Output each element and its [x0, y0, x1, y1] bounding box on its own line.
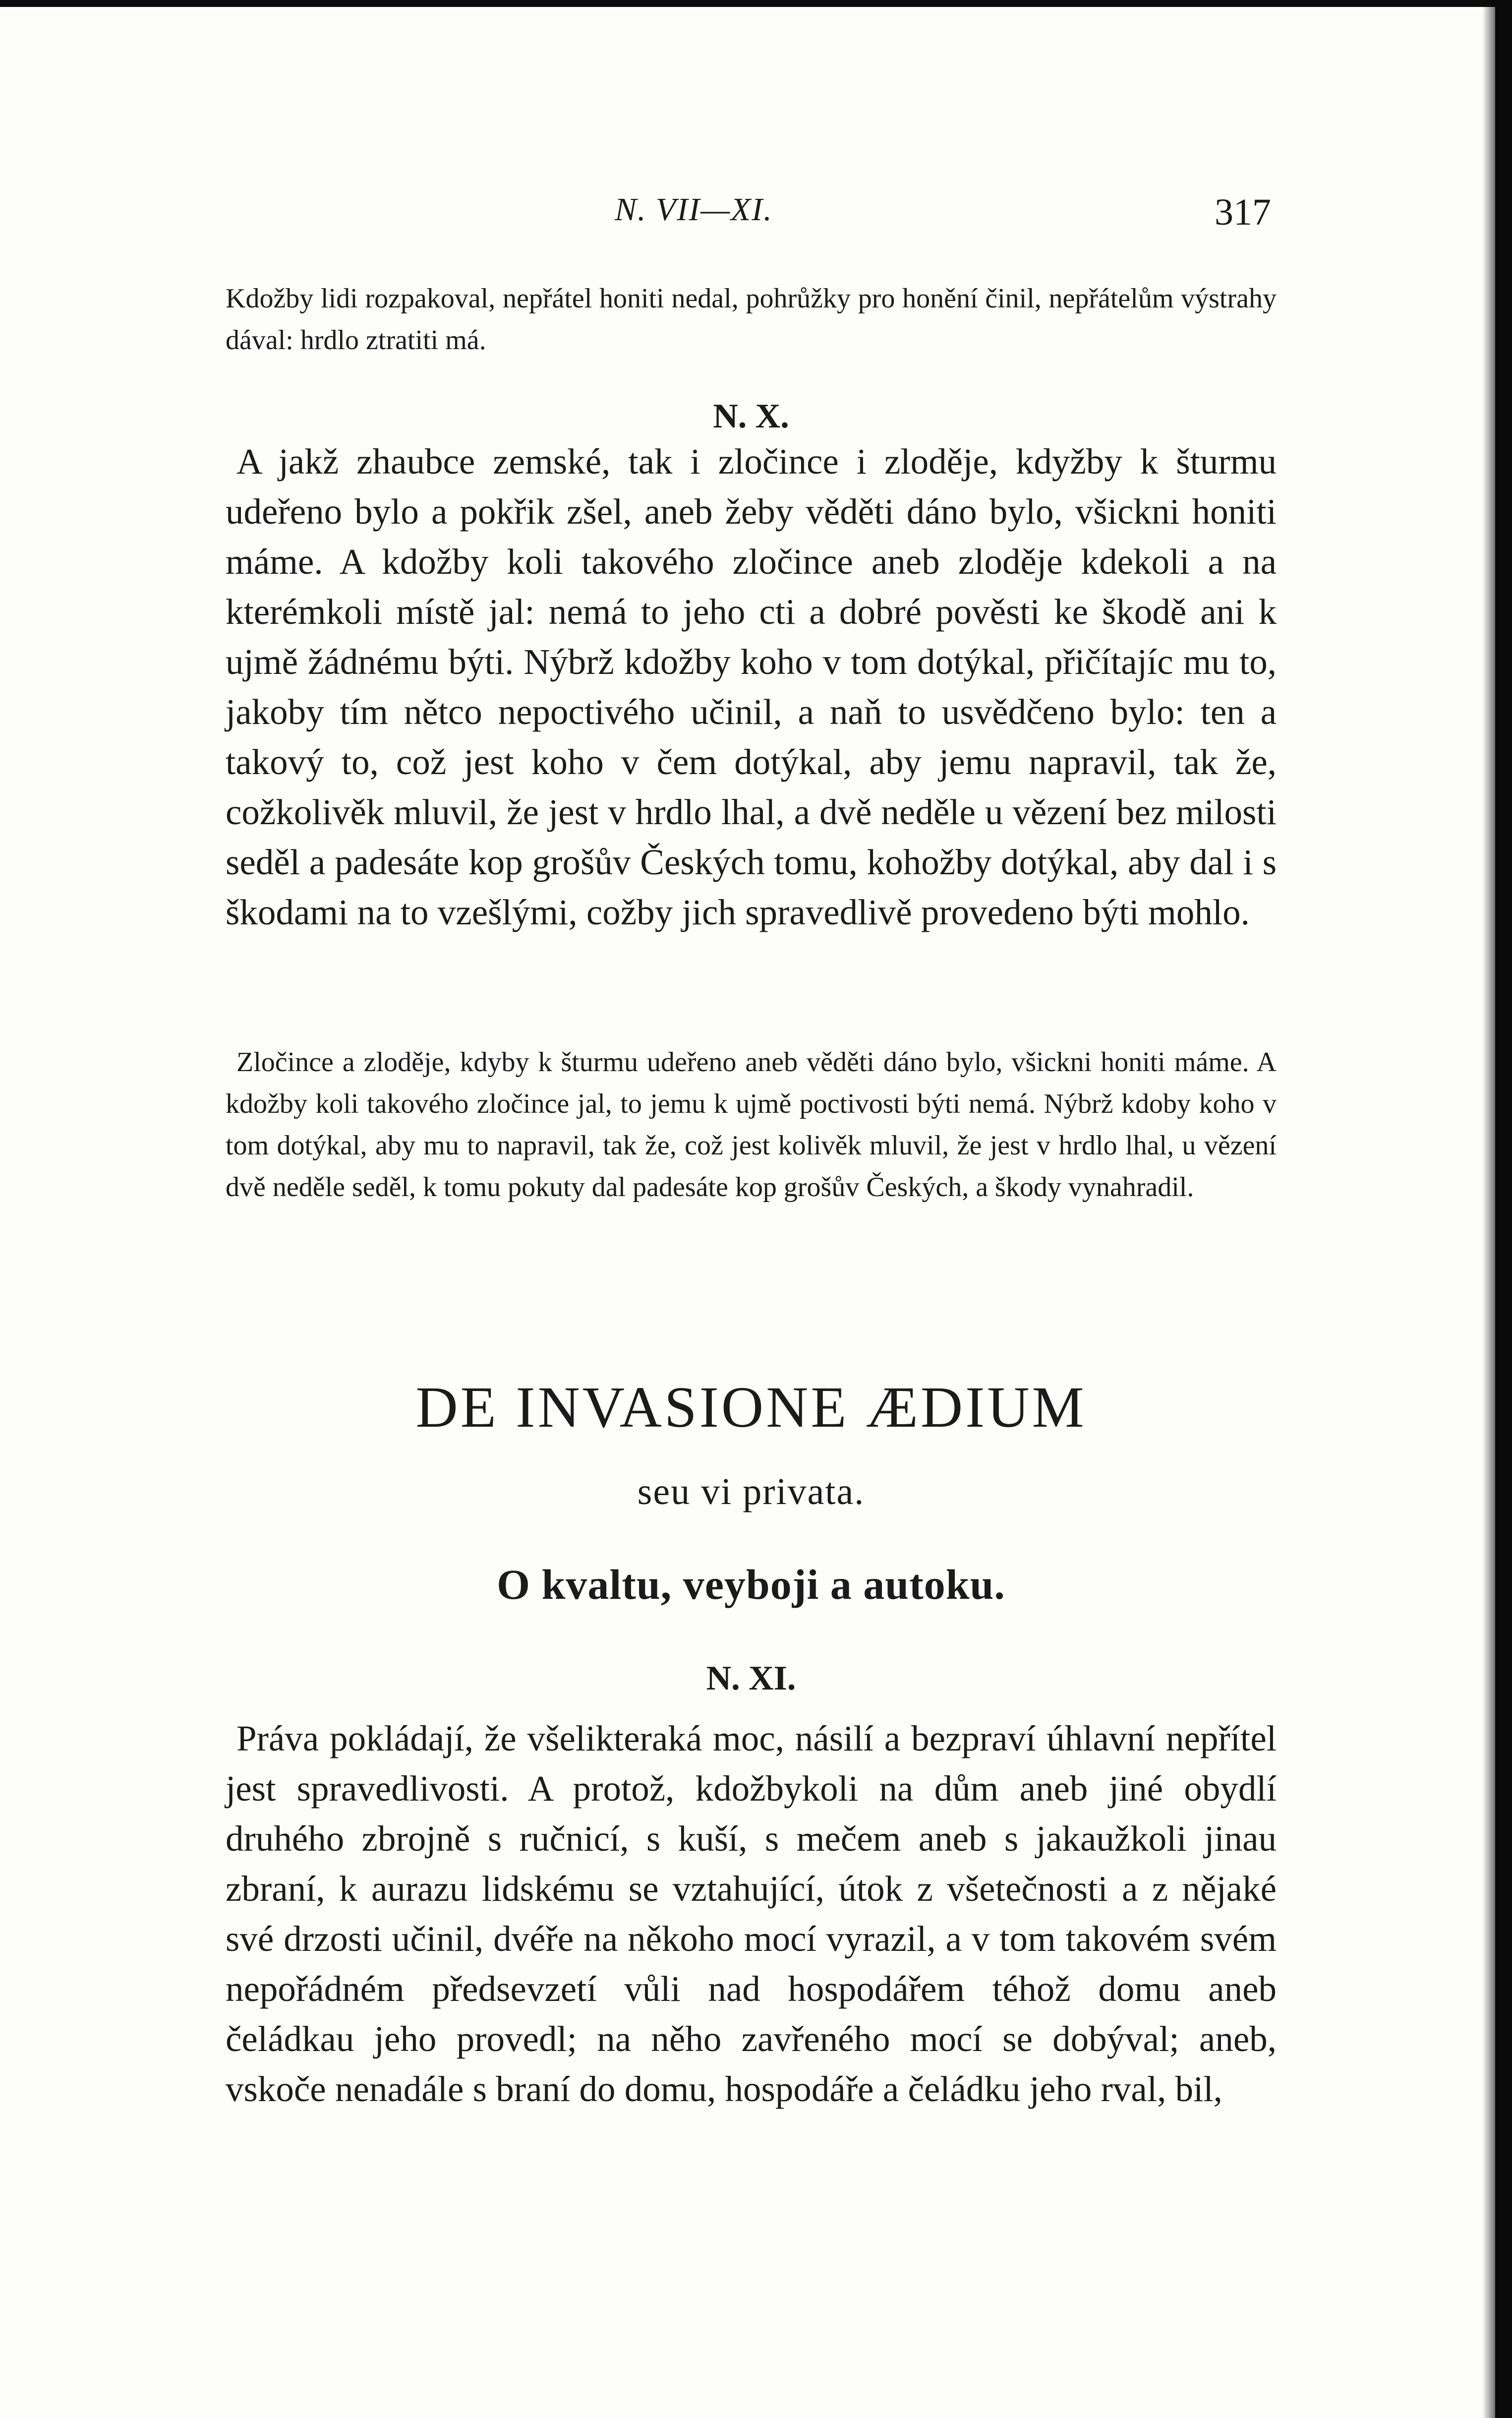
scan-border-top: [0, 0, 1512, 7]
section-czech-title: O kvaltu, veyboji a autoku.: [497, 1561, 1005, 1608]
article-x-text: A jakž zhaubce zemské, tak i zločince i zloděje, kdyžby k šturmu udeřeno bylo a pokřik zšel, aneb žeby věděti dáno bylo, všickni honiti máme. A kdožby koli takového zločince aneb zloděje kdekoli a na kterémkoli místě jal: nemá to jeho cti a dobré pověsti ke škodě ani k ujmě žádnému býti. Nýbrž kdožby koho v tom dotýkal, přičítajíc mu to, jakoby tím nětco nepoctivého učinil, a naň to usvědčeno bylo: ten a takový to, což jest koho v čem dotýkal, aby jemu napravil, tak že, cožkolivěk mluvil, že jest v hrdlo lhal, a dvě neděle u vězení bez milosti seděl a padesáte kop grošův Českých tomu, kohožby dotýkal, aby dal i s škodami na to vzešlými, cožby jich spravedlivě provedeno býti mohlo.: [226, 441, 1277, 932]
scan-shadow-right: [1482, 0, 1495, 2418]
section-title: DE INVASIONE ÆDIUM: [415, 1375, 1087, 1440]
article-x-summary: Zločince a zloděje, kdyby k šturmu udeřeno aneb věděti dáno bylo, všickni honiti máme. A kdožby koli takového zločince jal, to jemu k ujmě poctivosti býti nemá. Nýbrž kdoby koho v tom dotýkal, aby mu to napravil, tak že, což jest kolivěk mluvil, že jest v hrdlo lhal, u vězení dvě neděle seděl, k tomu pokuty dal padesáte kop grošův Českých, a škody vynahradil.: [226, 1047, 1277, 1203]
scan-border-right: [1495, 0, 1512, 2418]
article-heading-x: N. X.: [713, 397, 789, 435]
article-heading-xi: N. XI.: [706, 1659, 796, 1697]
running-head: N. VII—XI.: [615, 191, 773, 228]
page-number: 317: [1215, 191, 1271, 233]
summary-paragraph-top: Kdožby lidi rozpakoval, nepřátel honiti nedal, pohrůžky pro honění činil, nepřátelům výstrahy dával: hrdlo ztratiti má.: [226, 283, 1277, 356]
article-xi-text: Práva pokládají, že všelikteraká moc, násilí a bezpraví úhlavní nepřítel jest spravedlivosti. A protož, kdožbykoli na dům aneb jiné obydlí druhého zbrojně s ručnicí, s kuší, s mečem aneb s jakaužkoli jinau zbraní, k aurazu lidskému se vztahující, útok z všetečnosti a z nějaké své drzosti učinil, dvéře na někoho mocí vyrazil, a v tom takovém svém nepořádném předsevzetí vůli nad hospodářem téhož domu aneb čeládkau jeho provedl; na něho zavřeného mocí se dobýval; aneb, vskoče nenadále s braní do domu, hospodáře a čeládku jeho rval, bil,: [226, 1718, 1277, 2109]
section-subtitle: seu vi privata.: [637, 1471, 865, 1512]
